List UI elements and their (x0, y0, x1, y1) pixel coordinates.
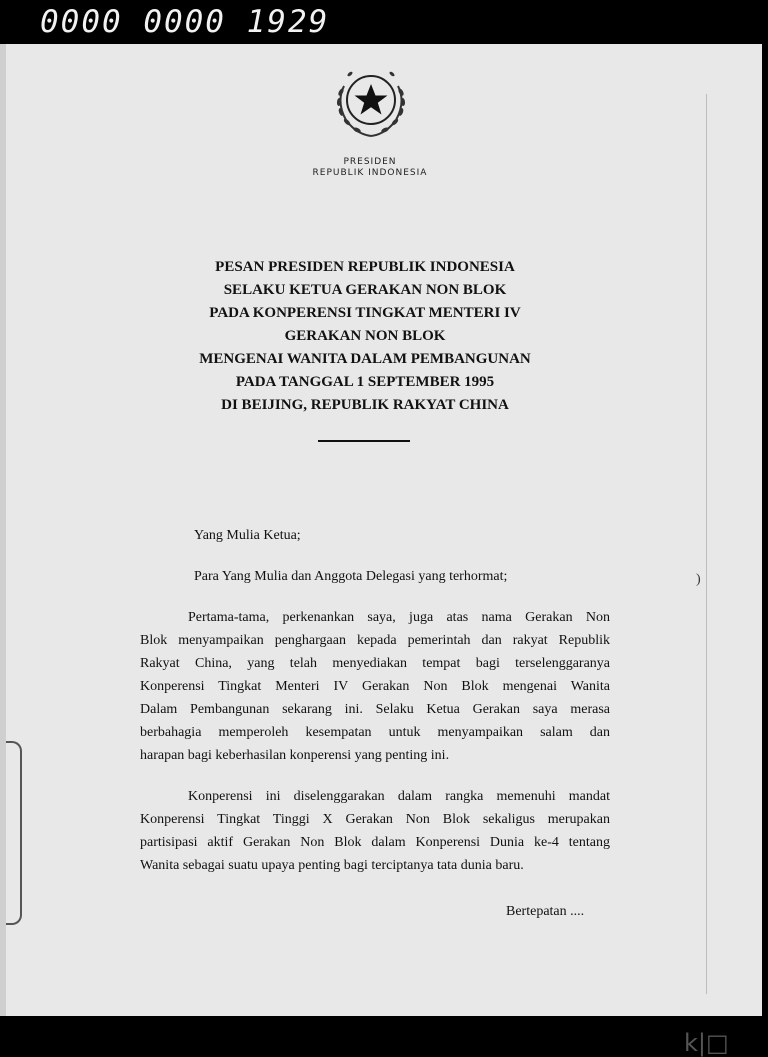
paragraph-2 (140, 785, 610, 877)
paragraph-line: Wanita sebagai suatu upaya penting bagi terciptanya tata dunia baru. (140, 858, 524, 873)
title-line: PADA TANGGAL 1 SEPTEMBER 1995 (235, 374, 495, 390)
presidential-star-emblem-icon (330, 62, 412, 142)
paragraph-1 (140, 606, 610, 767)
paragraph-line: Pertama-tama, perkenankan saya, juga atas nama Gerakan Non (188, 610, 610, 625)
title-line: PESAN PRESIDEN REPUBLIK INDONESIA (215, 259, 515, 275)
letter-body (140, 524, 610, 895)
paragraph-line: Konperensi Tingkat Tinggi X Gerakan Non Blok sekaligus merupakan (140, 812, 610, 827)
paragraph-line: partisipasi aktif Gerakan Non Blok dalam Konperensi Dunia ke-4 tentang (140, 835, 610, 850)
title-divider (318, 440, 410, 442)
paragraph-line: berbahagia memperoleh kesempatan untuk menyampaikan salam dan (140, 725, 610, 740)
salutation-chair: Yang Mulia Ketua; (194, 528, 301, 543)
title-line: SELAKU KETUA GERAKAN NON BLOK (223, 282, 507, 298)
title-line: MENGENAI WANITA DALAM PEMBANGUNAN (199, 351, 531, 367)
paragraph-line: Konperensi ini diselenggarakan dalam rangka memenuhi mandat (188, 789, 610, 804)
margin-mark: ) (696, 572, 701, 587)
document-title (150, 256, 580, 417)
salutation-delegates: Para Yang Mulia dan Anggota Delegasi yang terhormat; (194, 569, 508, 584)
page-clip-mark (6, 741, 22, 925)
corner-mark: k|□ (684, 1029, 729, 1057)
title-line: GERAKAN NON BLOK (284, 328, 446, 344)
paragraph-line: Konperensi Tingkat Menteri IV Gerakan Non Blok mengenai Wanita (140, 679, 610, 694)
microfilm-frame-counter: 0000 0000 1929 (40, 4, 330, 40)
page-edge-divider (706, 94, 707, 994)
paragraph-line: harapan bagi keberhasilan konperensi yang penting ini. (140, 748, 450, 763)
title-line: DI BEIJING, REPUBLIK RAKYAT CHINA (221, 397, 509, 413)
paragraph-line: Rakyat China, yang telah menyediakan tempat bagi terselenggaranya (140, 656, 610, 671)
paragraph-line: Dalam Pembangunan sekarang ini. Selaku Ketua Gerakan saya merasa (140, 702, 610, 717)
paragraph-line: Blok menyampaikan penghargaan kepada pemerintah dan rakyat Republik (140, 633, 610, 648)
title-line: PADA KONPERENSI TINGKAT MENTERI IV (209, 305, 521, 321)
letterhead (270, 157, 470, 179)
letterhead-line-1: PRESIDEN (343, 157, 397, 167)
continuation-catchword: Bertepatan .... (506, 904, 585, 919)
letterhead-line-2: REPUBLIK INDONESIA (312, 168, 428, 178)
